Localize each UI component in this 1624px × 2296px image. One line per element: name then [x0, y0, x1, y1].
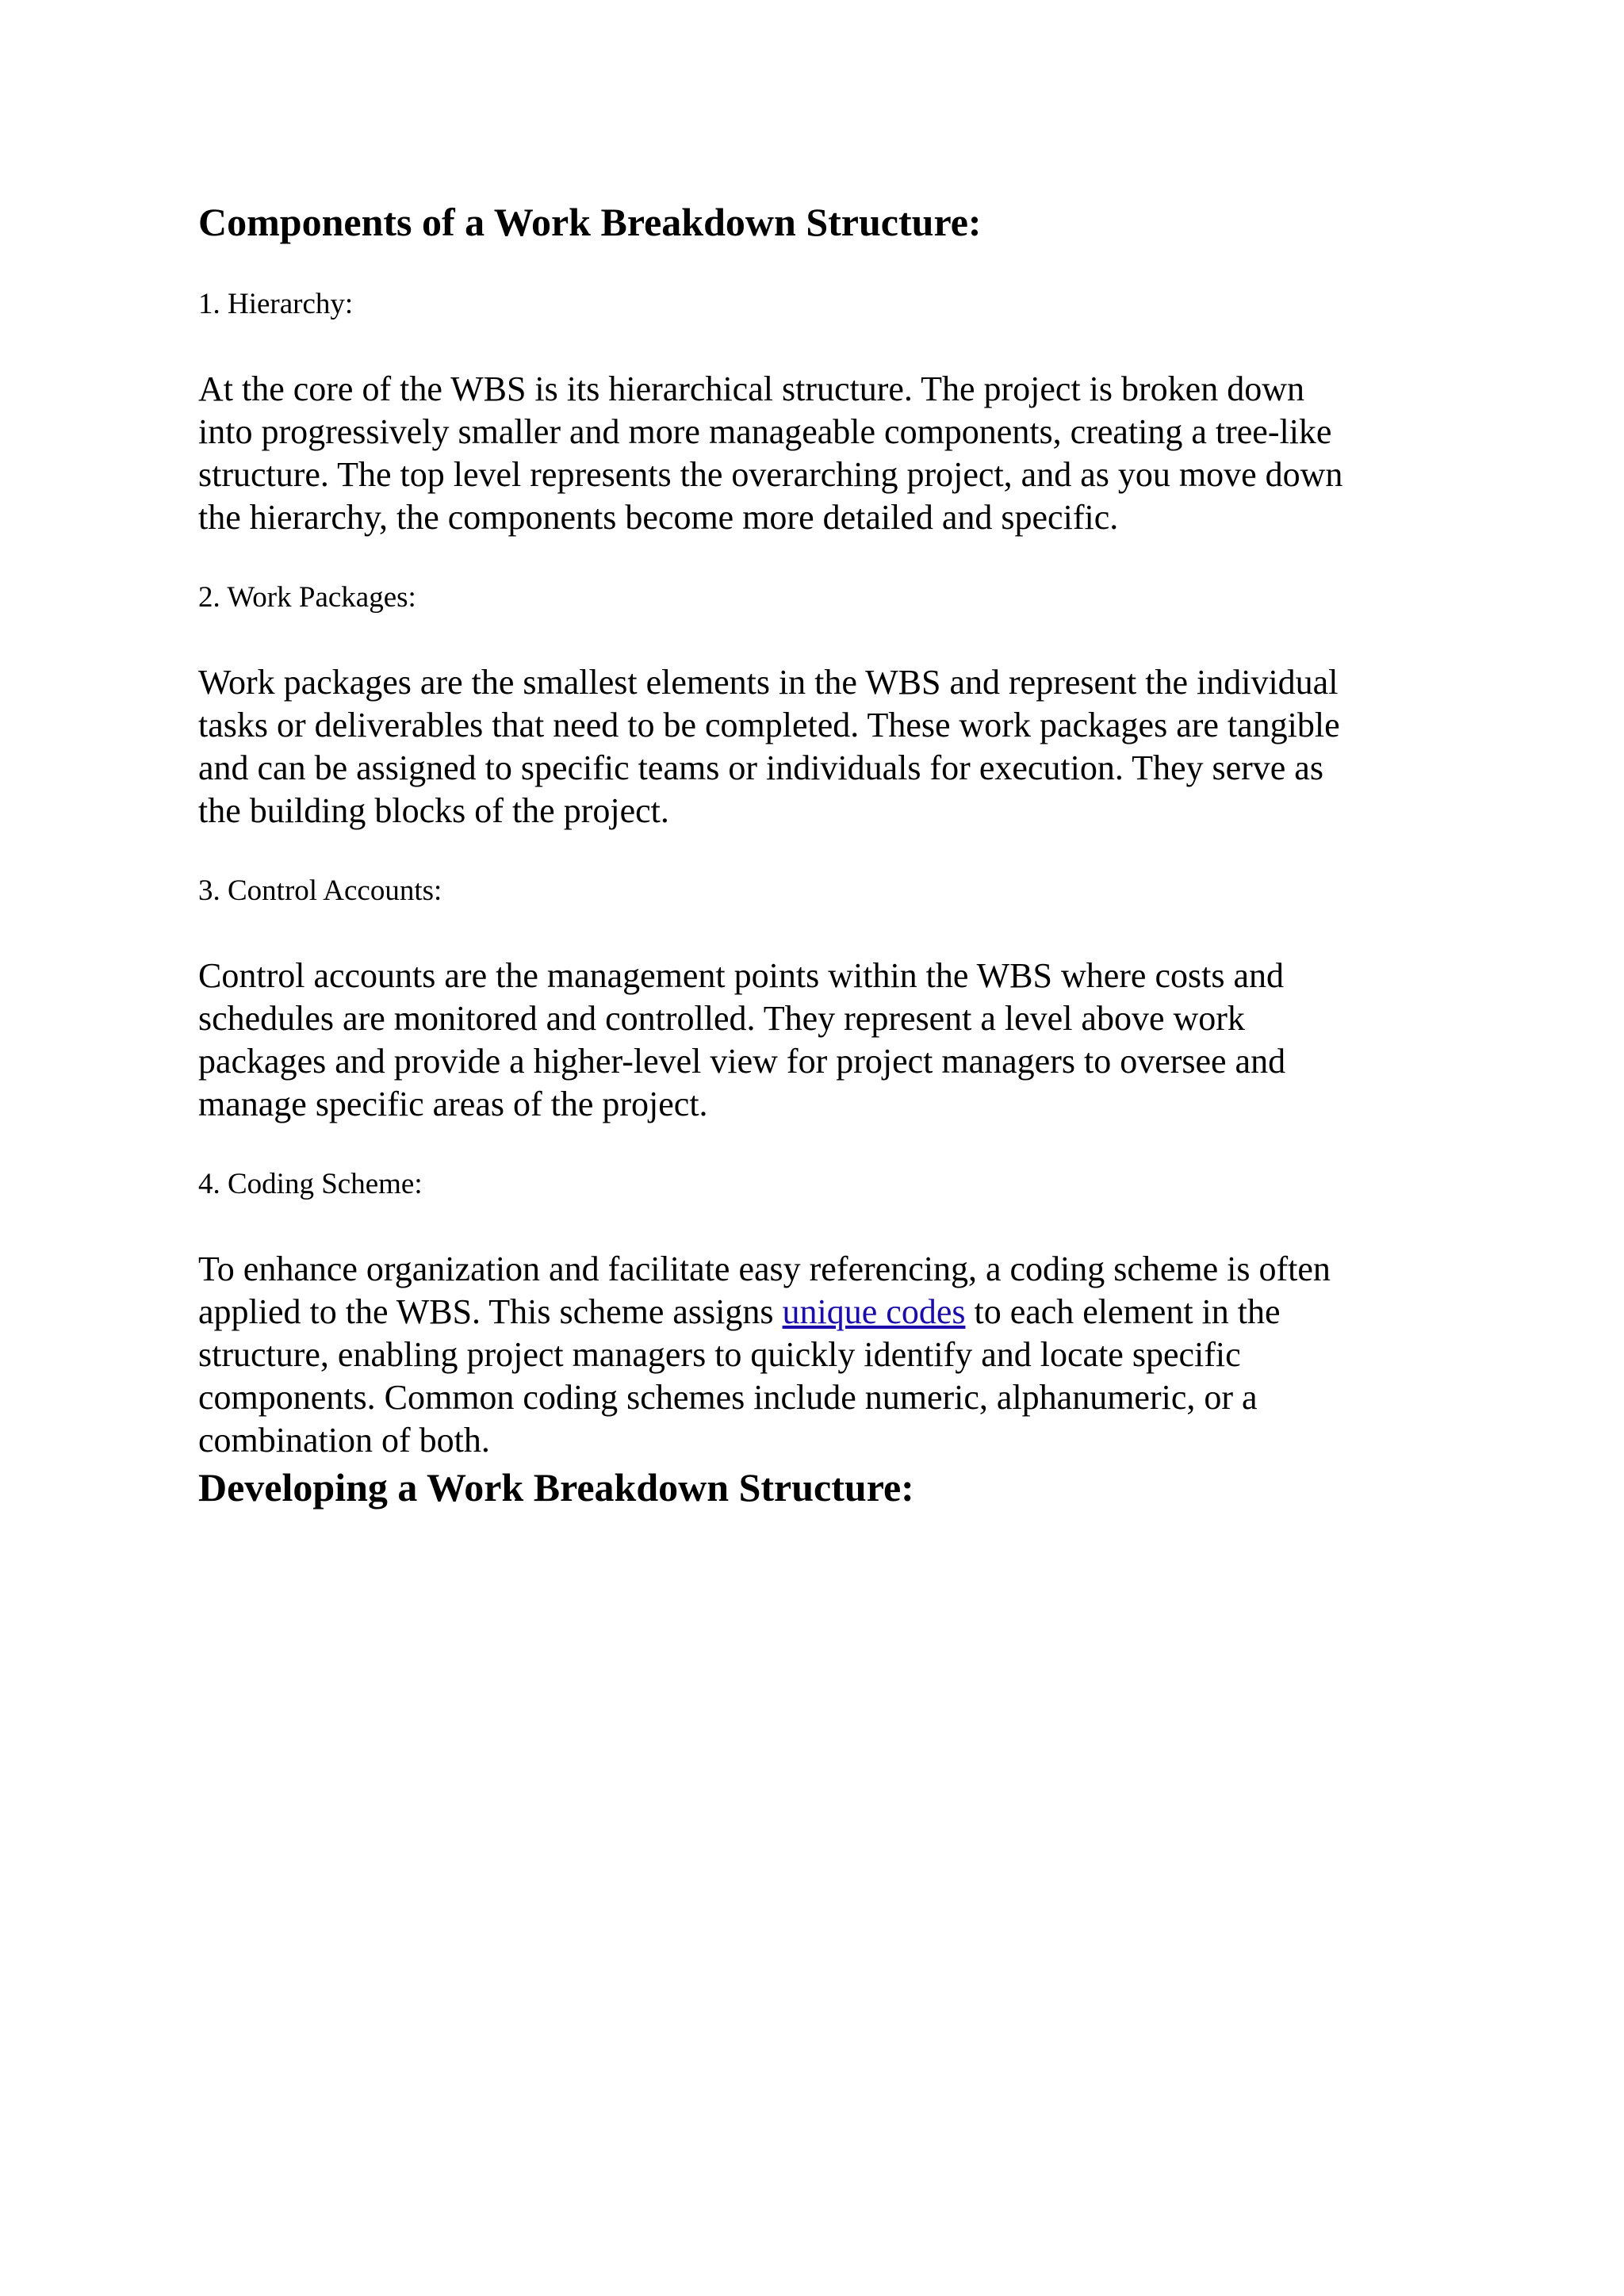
section-title-hierarchy: 1. Hierarchy:: [198, 288, 354, 320]
heading-developing: Developing a Work Breakdown Structure:: [198, 1465, 914, 1510]
section-title-work-packages: 2. Work Packages:: [198, 581, 416, 614]
text-line: Control accounts are the management points within the WBS where costs and: [198, 956, 1284, 995]
text-line: To enhance organization and facilitate easy referencing, a coding scheme is often: [198, 1249, 1331, 1288]
text-line: components. Common coding schemes include numeric, alphanumeric, or a: [198, 1378, 1258, 1417]
text-line: packages and provide a higher-level view for project managers to oversee and: [198, 1042, 1286, 1081]
text-line: structure, enabling project managers to quickly identify and locate specific: [198, 1335, 1241, 1374]
text-line: combination of both.: [198, 1421, 490, 1460]
text-after-link: to each element in the: [965, 1292, 1281, 1331]
text-line-with-link: [198, 1291, 1331, 1334]
text-line: manage specific areas of the project.: [198, 1085, 708, 1123]
text-line: structure. The top level represents the overarching project, and as you move down: [198, 455, 1343, 494]
section-title-coding-scheme: 4. Coding Scheme:: [198, 1168, 423, 1200]
text-line: into progressively smaller and more manageable components, creating a tree-like: [198, 412, 1332, 451]
text-line: tasks or deliverables that need to be completed. These work packages are tangible: [198, 706, 1340, 744]
text-line: Work packages are the smallest elements in the WBS and represent the individual: [198, 663, 1339, 702]
text-line: and can be assigned to specific teams or individuals for execution. They serve as: [198, 748, 1323, 787]
text-line: At the core of the WBS is its hierarchical structure. The project is broken down: [198, 369, 1304, 408]
section-body-hierarchy: [198, 368, 1342, 539]
text-before-link: applied to the WBS. This scheme assigns: [198, 1292, 783, 1331]
section-body-coding-scheme: [198, 1248, 1331, 1462]
section-body-work-packages: [198, 661, 1340, 832]
section-body-control-accounts: [198, 955, 1285, 1126]
text-line: the building blocks of the project.: [198, 791, 669, 830]
text-line: the hierarchy, the components become more detailed and specific.: [198, 498, 1119, 537]
text-line: schedules are monitored and controlled. They represent a level above work: [198, 999, 1245, 1038]
heading-components: Components of a Work Breakdown Structure:: [198, 200, 982, 244]
unique-codes-link[interactable]: unique codes: [782, 1292, 966, 1331]
section-title-control-accounts: 3. Control Accounts:: [198, 874, 442, 907]
